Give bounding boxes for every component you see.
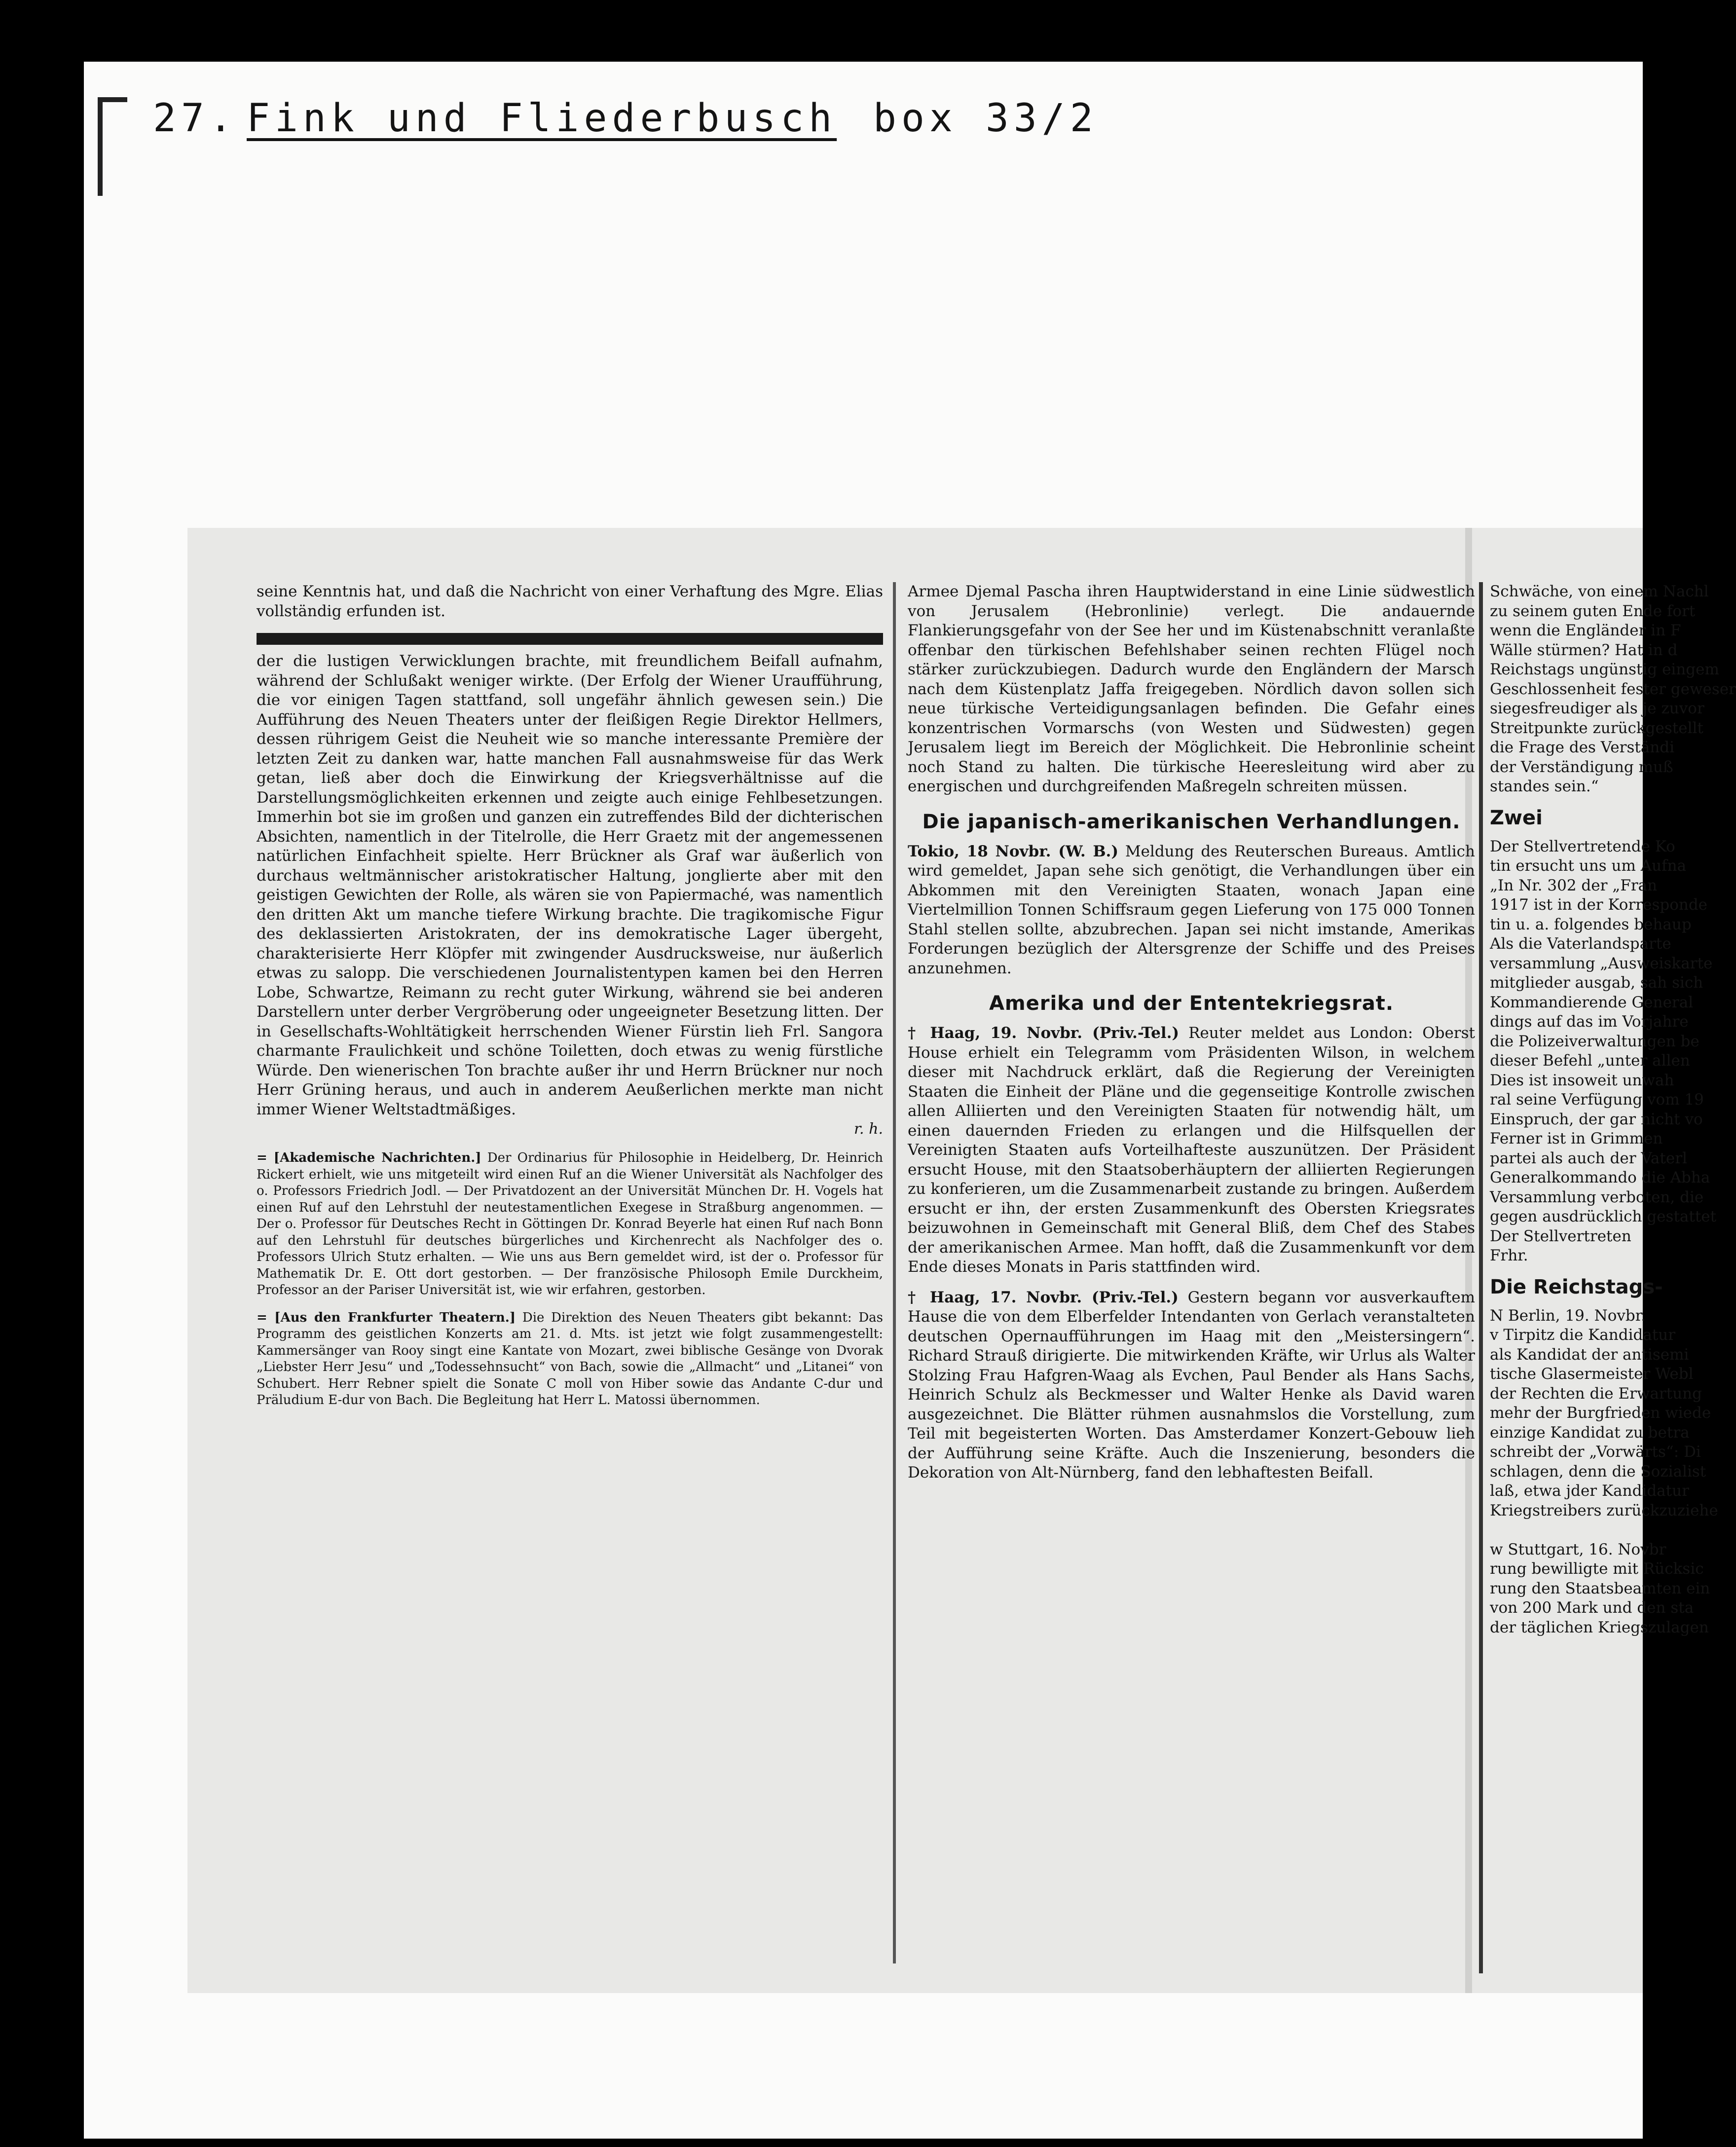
academic-news-label: = [Akademische Nachrichten.]: [257, 1150, 481, 1165]
right-column-line: als Kandidat der antisemi: [1490, 1345, 1689, 1364]
right-column-line: tin u. a. folgendes behaup: [1490, 915, 1692, 933]
right-column-line: Wälle stürmen? Hat in d: [1490, 641, 1678, 659]
right-lines-top: [1490, 582, 1736, 797]
right-column-line: versammlung „Ausweiskarte: [1490, 954, 1713, 972]
right-column-line: Der Stellvertretende Ko: [1490, 837, 1675, 855]
right-column-line: laß, etwa jder Kandidatur: [1490, 1482, 1689, 1500]
dateline-haag-17: † Haag, 17. Novbr. (Priv.-Tel.): [908, 1288, 1179, 1306]
section-rule: [257, 633, 883, 645]
right-column-line: tische Glasermeister Webl: [1490, 1365, 1694, 1383]
right-column-line: wenn die Engländer in F: [1490, 622, 1681, 639]
right-column-line: Geschlossenheit fester geweser: [1490, 680, 1736, 698]
right-column-line: Streitpunkte zurückgestellt: [1490, 719, 1703, 737]
right-column-line: Einspruch, der gar nicht vo: [1490, 1110, 1703, 1128]
right-column-line: v Tirpitz die Kandidatur: [1490, 1326, 1676, 1344]
theater-review: der die lustigen Verwicklungen brachte, mit freundlichem Beifall aufnahm, während der Schlußakt weniger wirkte. (Der Erfolg der Wiener Uraufführung, die vor einigen Tagen stattfand, soll ungefähr ähnlich gewesen sein.) Die Aufführung des Neuen Theaters unter der fleißigen Regie Direktor Hellmers, dessen rührigem Geist die Neuheit wie so manche interessante Première der letzten Zeit zu danken war, hatte manchen Fall ausnahmsweise für das Werk getan, ließ aber doch die Einwirkung der Kriegsverhältnisse auf die Darstellungsmöglichkeiten erkennen und zeigte auch einige Fehlbesetzungen. Immerhin bot sie im großen und ganzen ein zutreffendes Bild der dichterischen Absichten, namentlich in der Titelrolle, die Herr Graetz mit der angemessenen natürlichen Einfachheit spielte. Herr Brückner als Graf war äußerlich von durchaus weltmännischer aristokratischer Haltung, jonglierte aber mit den geistigen Gewichten der Rolle, als wären sie von Papiermaché, was namentlich den dritten Akt um manche tiefere Wirkung brachte. Die tragikomische Figur des deklassierten Aristokraten, der ins demokratische Lager übergeht, charakterisierte Herr Klöpfer mit zwingender Ausdrucksweise, nur äußerlich etwas zu salopp. Die verschiedenen Journalistentypen kamen bei den Herren Lobe, Schwartze, Reimann zu recht guter Wirkung, während sie bei anderen Darstellern unter derber Vergröberung oder ungeeigneter Besetzung litten. Der in Gesellschafts-Wohltätigkeit herrschenden Wiener Fürstin lieh Frl. Sangora charmante Fraulichkeit und schöne Toiletten, doch etwas zu wenig fürstliche Würde. Den wienerischen Ton brachte außer ihr und Herrn Brückner nur noch Herr Grüning heraus, und auch in anderem Aeußerlichen merkte man nicht immer Wiener Weltstadtmäßiges.: [257, 652, 883, 1118]
review-signature: r. h.: [854, 1120, 883, 1138]
right-column-line: rung bewilligte mit Rücksic: [1490, 1560, 1704, 1578]
right-lines-mid: [1490, 837, 1717, 1266]
article-japan-us: [908, 842, 1475, 979]
right-column-line: Kommandierende General: [1490, 993, 1694, 1011]
right-column-line: siegesfreudiger als je zuvor: [1490, 700, 1704, 717]
right-column-line: mehr der Burgfrieden wiede: [1490, 1404, 1711, 1422]
archive-sheet: [84, 62, 1736, 2139]
middle-column: [908, 582, 1475, 1968]
right-column-line: Ferner ist in Grimmen: [1490, 1130, 1663, 1148]
right-lines-bottom: [1490, 1306, 1718, 1638]
article-entente-council-text: Reuter meldet aus London: Oberst House erhielt ein Telegramm vom Präsidenten Wilson, in welchem dieser mit Nachdruck erklärt, daß die Regierung der Vereinigten Staaten die Einheit der Pläne und die gegenseitige Kontrolle zwischen allen Alliierten und den Vereinigten Staaten für notwendig hält, um einen dauernden Frieden zu erlangen und die Hilfsquellen der Vereinigten Staaten aufs Vorteilhafteste auszunützen. Der Präsident ersucht House, mit den Staatsoberhäuptern der alliierten Regierungen zu konferieren, um die Zusammenarbeit zustande zu bringen. Außerdem ersucht er ihn, der ersten Zusammenkunft des Obersten Kriegsrates beizuwohnen in Gemeinschaft mit General Bliß, dem Chef des Stabes der amerikanischen Armee. Man hofft, daß die Zusammenkunft vor dem Ende dieses Monats in Paris stattfinden wird.: [908, 1024, 1475, 1276]
right-column-line: Kriegstreibers zurückzuziehe: [1490, 1501, 1718, 1519]
dateline-haag-19: † Haag, 19. Novbr. (Priv.-Tel.): [908, 1024, 1180, 1042]
right-column-line: Schwäche, von einem Nachl: [1490, 583, 1709, 600]
column-divider: [893, 582, 896, 1963]
box-label: box 33/2: [873, 96, 1098, 141]
folder-number: 27.: [153, 96, 237, 141]
right-column-line: N Berlin, 19. Novbr.: [1490, 1306, 1646, 1325]
right-column-line: ral seine Verfügung vom 19: [1490, 1091, 1704, 1109]
right-column-line: Versammlung verboten, die: [1490, 1188, 1704, 1206]
right-column-line: tin ersucht uns um Aufna: [1490, 857, 1687, 875]
right-column-line: mitglieder ausgab, sah sich: [1490, 974, 1703, 992]
headline-reichstags: Die Reichstags-: [1490, 1275, 1663, 1298]
right-column-line: „In Nr. 302 der „Fran: [1490, 876, 1658, 894]
left-column: [257, 582, 883, 1959]
right-column-line: 1917 ist in der Korresponde: [1490, 896, 1708, 914]
right-column-line: [1490, 1520, 1648, 1540]
right-column-line: der täglichen Kriegszulagen: [1490, 1618, 1709, 1636]
frankfurt-theater-label: = [Aus den Frankfurter Theatern.]: [257, 1310, 516, 1325]
right-column-line: dings auf das im Vorjahre: [1490, 1013, 1689, 1031]
right-column-line: Generalkommando die Abha: [1490, 1169, 1710, 1186]
right-column-line: die Frage des Verständi: [1490, 739, 1675, 756]
corner-mark: [98, 97, 103, 196]
newspaper-clipping: [187, 528, 1736, 1993]
frankfurt-theater-news: [257, 1310, 883, 1409]
right-column-line: partei als auch der Vaterl: [1490, 1149, 1687, 1167]
right-column-line: zu seinem guten Ende fort: [1490, 602, 1696, 620]
headline-japan-us: Die japanisch-amerikanischen Verhandlungen.: [922, 810, 1461, 833]
article-entente-council: [908, 1024, 1475, 1277]
right-column-line: w Stuttgart, 16. Novbr: [1490, 1540, 1666, 1558]
right-column-line: schlagen, denn die Sozialist: [1490, 1462, 1706, 1481]
right-column-line: standes sein.“: [1490, 777, 1599, 795]
article-opera-haag-text: Gestern begann vor ausverkauftem Hause die von dem Elberfelder Intendanten von Gerlach veranstalteten deutschen Opernaufführungen im Haag mit den „Meistersingern“. Richard Strauß dirigierte. Die mitwirkenden Kräfte, wir Urlus als Walter Stolzing Frau Hafgren-Waag als Evchen, Paul Bender als Hans Sachs, Heinrich Schulz als Beckmesser und Walter Henke als David waren ausgezeichnet. Die Blätter rühmen ausnahmslos die Vorstellung, zum Teil mit begeisterten Worten. Das Amsterdamer Konzert-Gebouw lieh der Aufführung seine Kräfte. Auch die Inszenierung, besonders die Dekoration von Alt-Nürnberg, fand den lebhaftesten Beifall.: [908, 1288, 1475, 1481]
article-japan-us-text: Meldung des Reuterschen Bureaus. Amtlich wird gemeldet, Japan sehe sich genötigt, die Verhandlungen über ein Abkommen mit den Vereinigten Staaten, wonach Japan eine Viertelmillion Tonnen Schiffsraum gegen Lieferung von 175 000 Tonnen Stahl stellen sollte, abzubrechen. Japan sei nicht imstande, Amerikas Forderungen bezüglich der Altersgrenze der Schiffe und des Preises anzunehmen.: [908, 842, 1475, 977]
right-column-line: schreibt der „Vorwärts“: Di: [1490, 1443, 1701, 1461]
frankfurt-theater-text: Die Direktion des Neuen Theaters gibt bekannt: Das Programm des geistlichen Konzerts am 21. d. Mts. ist jetzt wie folgt zusammengestellt: Kammersänger van Rooy singt eine Kantate von Mozart, zwei biblische Gesänge von Dvorak „Liebster Herr Jesu“ und „Todessehnsucht“ von Bach, sowie die „Allmacht“ und „Litanei“ von Schubert. Herr Rebner spielt die Sonate C moll von Hiber sowie das Andante C-dur und Präludium E-dur von Bach. Die Begleitung hat Herr L. Matossi übernommen.: [257, 1310, 884, 1407]
right-column-line: rung den Staatsbeamten ein: [1490, 1579, 1710, 1597]
dateline-tokio: Tokio, 18 Novbr. (W. B.): [908, 842, 1119, 860]
academic-news-text: Der Ordinarius für Philosophie in Heidelberg, Dr. Heinrich Rickert erhielt, wie uns mitgeteilt wird einen Ruf an die Wiener Universität als Nachfolger des o. Professors Friedrich Jodl. — Der Privatdozent an der Universität München Dr. H. Vogels hat einen Ruf auf den Lehrstuhl der neutestamentlichen Exegese in Straßburg angenommen. — Der o. Professor für Deutsches Recht in Göttingen Dr. Konrad Beyerle hat einen Ruf nach Bonn auf den Lehrstuhl für deutsches bürgerliches und Kirchenrecht als Nachfolger des o. Professors Ulrich Stutz erhalten. — Wie uns aus Bern gemeldet wird, ist der o. Professor für Mathematik Dr. E. Ott dort gestorben. — Der französische Philosoph Emile Durckheim, Professor an der Pariser Universität ist, wie wir erfahren, gestorben.: [257, 1150, 883, 1297]
right-column-line: dieser Befehl „unter allen: [1490, 1052, 1690, 1070]
right-column-line: von 200 Mark und den sta: [1490, 1599, 1694, 1617]
right-column-line: Der Stellvertreten: [1490, 1227, 1631, 1245]
folder-title: Fink und Fliederbusch: [247, 96, 837, 141]
academic-news: [257, 1150, 883, 1299]
right-column-line: die Polizeiverwaltungen be: [1490, 1032, 1699, 1050]
headline-zwei: Zwei: [1490, 806, 1543, 829]
right-column-line: Dies ist insoweit unwah: [1490, 1071, 1674, 1089]
palestine-report: Armee Djemal Pascha ihren Hauptwiderstand in eine Linie südwestlich von Jerusalem (Hebronlinie) verlegt. Die andauernde Flankierungsgefahr von der See her und im Küstenabschnitt veranlaßte offenbar den türkischen Befehlshaber seinen rechten Flügel noch stärker zurückzubiegen. Dadurch wurde den Engländern der Marsch nach dem Küstenplatz Jaffa freigegeben. Nördlich davon sollen sich neue türkische Verteidigungsanlagen befinden. Die Gefahr eines konzentrischen Vormarschs (von Westen und Südwesten) gegen Jerusalem liegt im Bereich der Möglichkeit. Die Hebronlinie scheint noch Stand zu halten. Die türkische Heeresleitung wird aber zu energischen und durchgreifenden Maßregeln schreiten müssen.: [908, 583, 1475, 795]
right-column-line: der Rechten die Erwartung: [1490, 1384, 1702, 1403]
right-column-line: Reichstags ungünstig eingem: [1490, 661, 1719, 678]
article-opera-haag: [908, 1288, 1475, 1483]
right-column-line: Frhr.: [1490, 1247, 1528, 1264]
right-column-line: gegen ausdrücklich gestattet: [1490, 1208, 1717, 1225]
right-column-line: einzige Kandidat zu betra: [1490, 1423, 1690, 1442]
top-fragment: seine Kenntnis hat, und daß die Nachricht von einer Verhaftung des Mgre. Elias vollständig erfunden ist.: [257, 583, 883, 620]
corner-mark-top: [98, 97, 127, 102]
column-divider-right: [1479, 582, 1483, 1973]
right-column-line: der Verständigung muß: [1490, 758, 1673, 776]
right-column: [1490, 582, 1736, 1973]
headline-entente-council: Amerika und der Ententekriegsrat.: [989, 992, 1394, 1015]
right-column-line: Als die Vaterlandsparte: [1490, 935, 1671, 953]
